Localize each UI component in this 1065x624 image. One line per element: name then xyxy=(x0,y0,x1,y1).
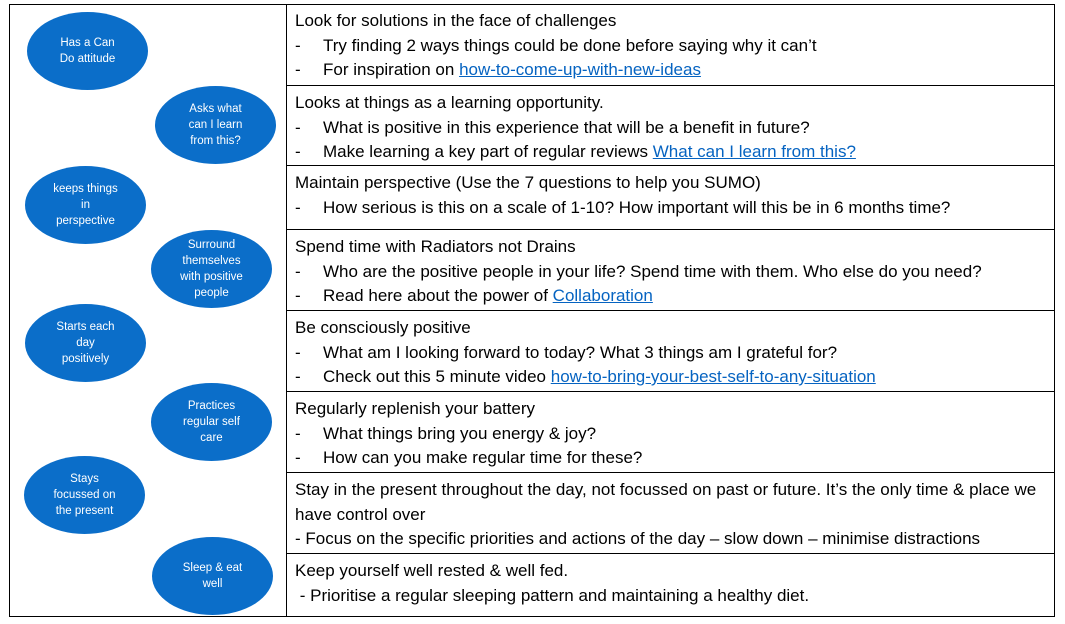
bullet-item: - Who are the positive people in your life? Spend time with them. Who else do you need? xyxy=(295,261,982,281)
row-present xyxy=(287,473,1055,554)
bullet-item: - Try finding 2 ways things could be done before saying why it can’t xyxy=(295,35,817,55)
link-best-self-video[interactable]: how-to-bring-your-best-self-to-any-situation xyxy=(550,367,876,386)
oval-sleep-eat-well: Sleep & eat well xyxy=(152,537,273,615)
bullet-item: - How serious is this on a scale of 1-10? How important will this be in 6 months time? xyxy=(295,197,951,217)
row-consciously-positive xyxy=(287,311,1055,392)
row-heading: Regularly replenish your battery xyxy=(295,399,536,418)
row-line: - Focus on the specific priorities and actions of the day – slow down – minimise distractions xyxy=(295,529,981,548)
oval-learn-from-this: Asks what can I learn from this? xyxy=(155,86,276,164)
row-battery xyxy=(287,392,1055,473)
row-radiators xyxy=(287,230,1055,311)
bullet-item: - Check out this 5 minute video how-to-bring-your-best-self-to-any-situation xyxy=(295,367,876,386)
link-collaboration[interactable]: Collaboration xyxy=(552,286,653,305)
oval-focussed-present: Stays focussed on the present xyxy=(24,456,145,534)
bullet-item: - Make learning a key part of regular reviews What can I learn from this? xyxy=(295,142,856,161)
oval-self-care: Practices regular self care xyxy=(151,383,272,461)
bullet-item: - What am I looking forward to today? What 3 things am I grateful for? xyxy=(295,342,838,362)
row-heading: Be consciously positive xyxy=(295,318,471,337)
oval-can-do-attitude: Has a Can Do attitude xyxy=(27,12,148,90)
bullet-item: - What is positive in this experience that will be a benefit in future? xyxy=(295,117,810,137)
oval-perspective: keeps things in perspective xyxy=(25,166,146,244)
link-learn-from-this[interactable]: What can I learn from this? xyxy=(652,142,856,161)
row-heading: Looks at things as a learning opportunity. xyxy=(295,93,604,112)
link-new-ideas[interactable]: how-to-come-up-with-new-ideas xyxy=(459,60,701,79)
row-heading: Spend time with Radiators not Drains xyxy=(295,237,576,256)
row-sleep xyxy=(287,554,1055,617)
bullet-item: - For inspiration on how-to-come-up-with-new-ideas xyxy=(295,60,701,79)
row-heading: Look for solutions in the face of challenges xyxy=(295,11,617,30)
bullet-item: - How can you make regular time for these? xyxy=(295,448,643,467)
row-line: - Prioritise a regular sleeping pattern and maintaining a healthy diet. xyxy=(295,585,810,605)
row-heading: Keep yourself well rested & well fed. xyxy=(295,561,569,580)
row-heading: Maintain perspective (Use the 7 questions to help you SUMO) xyxy=(295,173,761,192)
bullet-item: - What things bring you energy & joy? xyxy=(295,423,597,443)
row-learning xyxy=(287,86,1055,166)
oval-start-day-positively: Starts each day positively xyxy=(25,304,146,382)
row-perspective xyxy=(287,166,1055,230)
bullet-item: - Read here about the power of Collaboration xyxy=(295,286,653,305)
row-heading: Stay in the present throughout the day, not focussed on past or future. It’s the only time & place we have control over xyxy=(295,480,1037,524)
oval-positive-people: Surround themselves with positive people xyxy=(151,230,272,308)
row-can-do xyxy=(287,4,1055,86)
